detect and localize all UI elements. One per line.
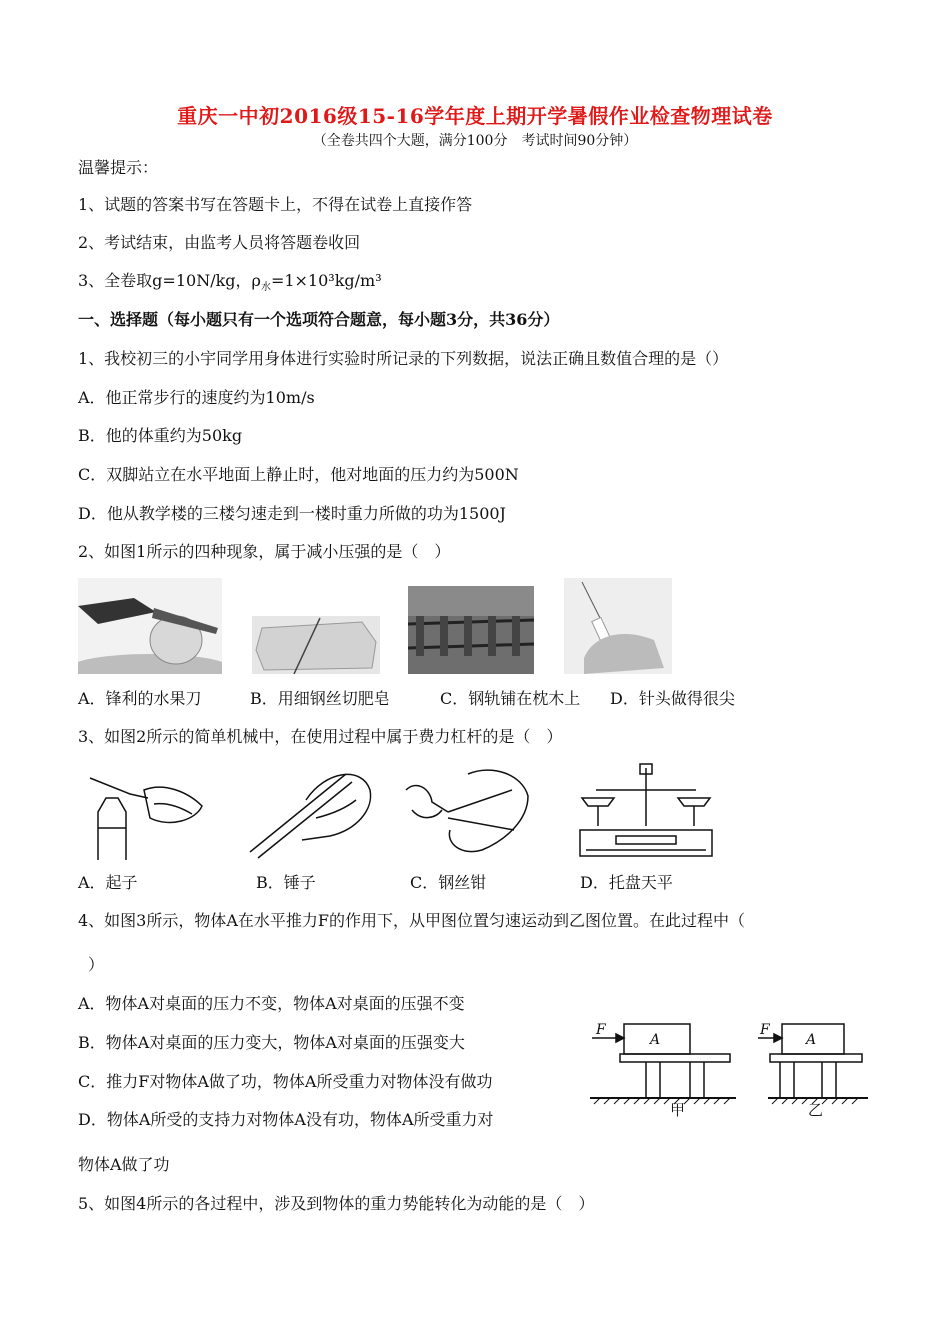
option-cont: 物体A做了功 [78,1155,170,1174]
option: D．针头做得很尖 [610,689,735,708]
question-stem: 2、如图1所示的四种现象，属于减小压强的是（ ） [78,542,451,561]
option: C．钢丝钳 [410,873,487,892]
option: A．物体A对桌面的压力不变，物体A对桌面的压强不变 [78,994,465,1013]
option: D．物体A所受的支持力对物体A没有功，物体A所受重力对 [78,1110,494,1129]
option: B．锤子 [256,873,316,892]
balance-scale-drawing [576,760,716,860]
rho-subscript: 水 [260,282,271,294]
block-label-right: A [806,1032,817,1048]
option: D．他从教学楼的三楼匀速走到一楼时重力所做的功为1500J [78,504,506,523]
option: C．推力F对物体A做了功，物体A所受重力对物体没有做功 [78,1072,493,1091]
tip-item: 1、试题的答案书写在答题卡上，不得在试卷上直接作答 [78,195,473,214]
caption-jia: 甲 [670,1101,686,1119]
needle-photo [564,578,672,674]
block-label-left: A [650,1032,661,1048]
option: A．起子 [78,873,138,892]
knife-apple-photo [78,578,222,674]
question-stem-cont: ） [88,955,105,974]
option: C．钢轨铺在枕木上 [440,689,581,708]
rail-tracks-photo [408,586,534,674]
exam-title: 重庆一中初2016级15-16学年度上期开学暑假作业检查物理试卷 [177,104,773,128]
caption-yi: 乙 [808,1101,824,1119]
question-stem: 4、如图3所示，物体A在水平推力F的作用下，从甲图位置匀速运动到乙图位置。在此过程中（ [78,911,746,930]
question-stem: 1、我校初三的小宇同学用身体进行实验时所记录的下列数据，说法正确且数值合理的是（） [78,349,729,368]
force-label-right: F [760,1022,770,1038]
figure-3-push-block [590,1018,870,1122]
force-label-left: F [596,1022,606,1038]
tip-text: 3、全卷取g=10N/kg，ρ [78,271,261,290]
tweezers-drawing [246,760,376,860]
section-heading: 一、选择题（每小题只有一个选项符合题意，每小题3分，共36分） [78,310,560,329]
exam-subtitle: （全卷共四个大题，满分100分 考试时间90分钟） [312,133,638,149]
tip-item: 2、考试结束，由监考人员将答题卷收回 [78,233,361,252]
option: B．用细钢丝切肥皂 [250,689,390,708]
tip-item [78,271,382,298]
tip-text: =1×10³kg/m³ [270,271,382,290]
option: B．他的体重约为50kg [78,426,243,445]
question-stem: 5、如图4所示的各过程中，涉及到物体的重力势能转化为动能的是（ ） [78,1194,595,1213]
option: D．托盘天平 [580,873,673,892]
option: A．锋利的水果刀 [78,689,202,708]
option: C．双脚站立在水平地面上静止时，他对地面的压力约为500N [78,465,519,484]
bottle-opener-drawing [78,768,208,860]
soap-wire-photo [252,616,380,674]
tips-heading: 温馨提示： [78,158,159,177]
option: A．他正常步行的速度约为10m/s [78,388,315,407]
question-stem: 3、如图2所示的简单机械中，在使用过程中属于费力杠杆的是（ ） [78,727,563,746]
option: B．物体A对桌面的压力变大，物体A对桌面的压强变大 [78,1033,465,1052]
pliers-drawing [402,760,532,860]
